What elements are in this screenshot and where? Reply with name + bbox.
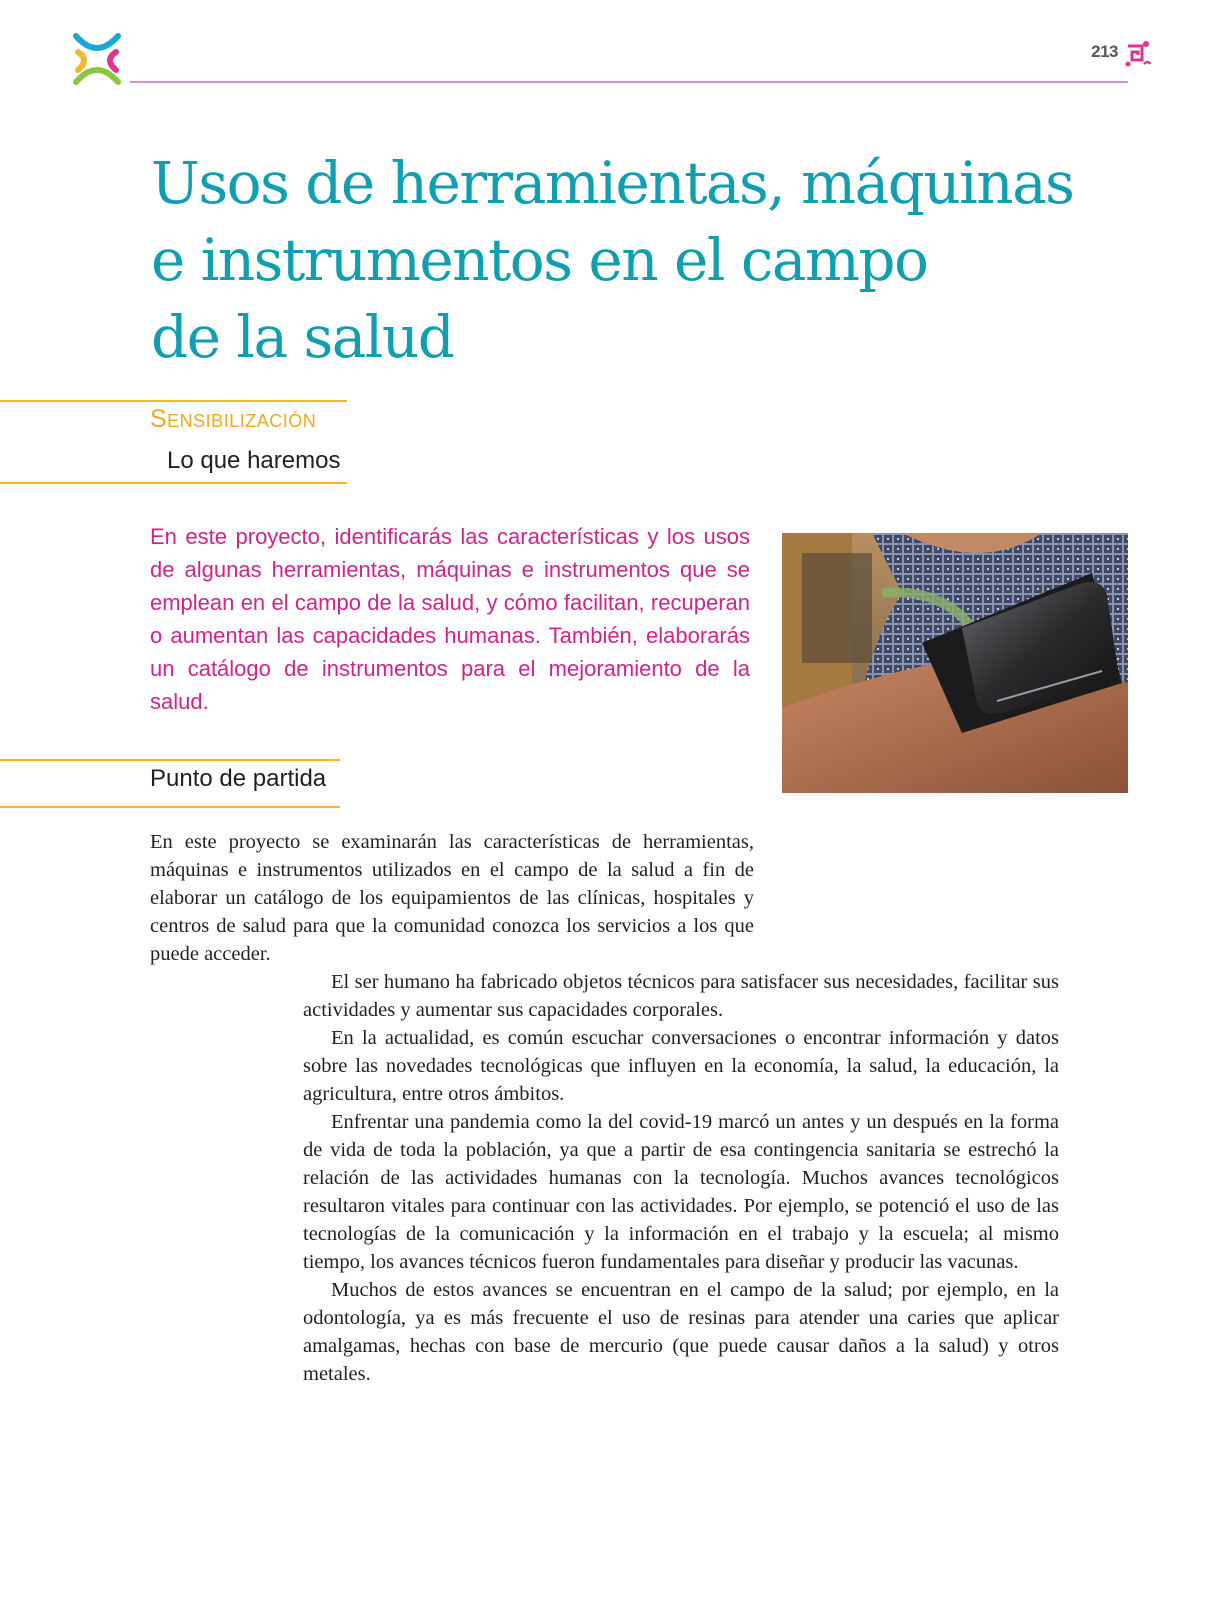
title-line-1: Usos de herramientas, máquinas: [151, 149, 1074, 217]
section-rule-bottom: [0, 482, 347, 484]
punto-rule-top: [0, 759, 340, 761]
title-line-3: de la salud: [151, 303, 454, 371]
body-column: [303, 968, 1059, 1388]
section-rule-top: [0, 400, 347, 402]
ornament-icon: [1124, 38, 1152, 68]
punto-de-partida-heading: Punto de partida: [150, 765, 327, 792]
body-paragraph: El ser humano ha fabricado objetos técnicos para satisfacer sus necesidades, facilitar sus actividades y aumentar sus capacidades corporales.: [303, 971, 1059, 1021]
body-paragraph: Muchos de estos avances se encuentran en el campo de la salud; por ejemplo, en la odontología, ya es más frecuente el uso de resinas para atender una caries que aplicar amalgamas, hechas con base de mercurio (que puede causar daños a la salud) y otros metales.: [303, 1279, 1059, 1385]
intro-paragraph: En este proyecto, identificarás las características y los usos de algunas herramientas, máquinas e instrumentos que se emplean en el campo de la salud, y cómo facilitan, recuperan o aumentan las capacidades humanas. También, elaborarás un catálogo de instrumentos para el mejoramiento de la salud.: [150, 524, 750, 714]
section-subtitle: Lo que haremos: [167, 447, 341, 474]
blood-pressure-monitor-photo: [782, 533, 1128, 793]
page-number: 213: [1091, 42, 1118, 61]
body-paragraph: En la actualidad, es común escuchar conversaciones o encontrar información y datos sobre las novedades tecnológicas que influyen en la economía, la salud, la educación, la agricultura, entre otros ámbitos.: [303, 1027, 1059, 1105]
lead-paragraph: En este proyecto se examinarán las características de herramientas, máquinas e instrumentos utilizados en el campo de la salud a fin de elaborar un catálogo de los equipamientos de las clínicas, hospitales y centros de salud para que la comunidad conozca los servicios a los que puede acceder.: [150, 831, 754, 965]
page-title: [151, 145, 1074, 376]
body-paragraph: Enfrentar una pandemia como la del covid-19 marcó un antes y un después en la forma de vida de toda la población, ya que a partir de esa contingencia sanitaria se estrechó la relación de las actividades humanas con la tecnología. Muchos avances tecnológicos resultaron vitales para continuar con las actividades. Por ejemplo, se potenció el uso de las tecnologías de la comunicación y la información en el trabajo y la escuela; al mismo tiempo, los avances técnicos fueron fundamentales para diseñar y producir las vacunas.: [303, 1111, 1059, 1273]
punto-rule-bottom: [0, 806, 340, 808]
project-logo-icon: [70, 30, 124, 88]
section-label: Sensibilización: [150, 405, 317, 433]
title-line-2: e instrumentos en el campo: [151, 226, 928, 294]
header-rule: [130, 81, 1128, 83]
